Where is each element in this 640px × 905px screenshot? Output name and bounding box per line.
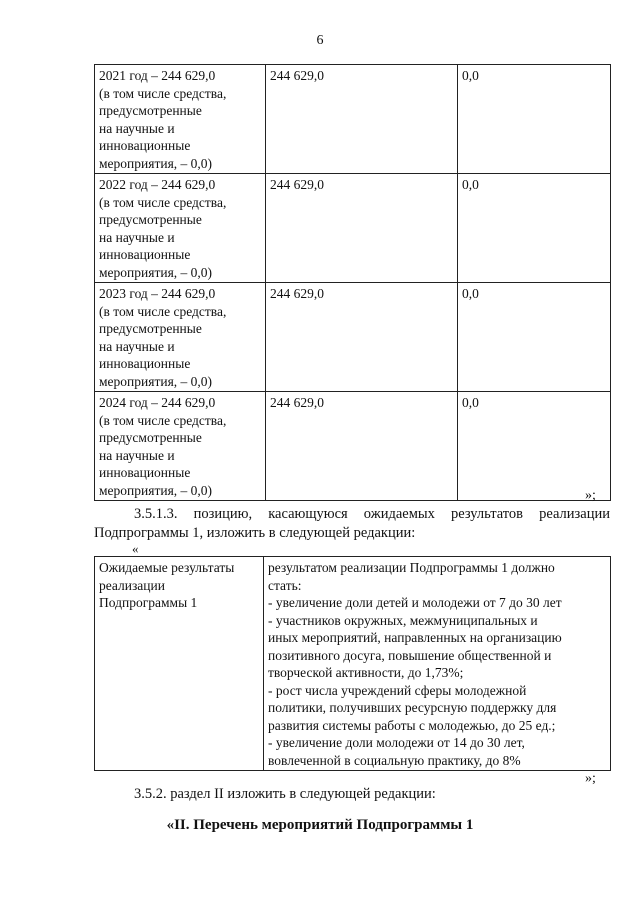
- year-line: 2022 год – 244 629,0: [99, 177, 216, 192]
- year-line: предусмотренные: [99, 321, 202, 336]
- year-cell: [95, 65, 266, 174]
- year-line: 2023 год – 244 629,0: [99, 286, 216, 301]
- closing-quote: »;: [585, 488, 596, 503]
- other-cell: 0,0: [458, 392, 611, 501]
- year-cell: [95, 174, 266, 283]
- other-cell: 0,0: [458, 283, 611, 392]
- year-line: на научные и: [99, 120, 175, 136]
- year-line: инновационные: [99, 356, 191, 371]
- year-line: на научные и: [99, 338, 175, 354]
- year-cell: [95, 392, 266, 501]
- year-line: (в том числе средства,: [99, 412, 227, 428]
- results-content-cell: [264, 557, 611, 771]
- results-line: - рост числа учреждений сферы молодежной: [268, 682, 527, 698]
- results-line: результатом реализации Подпрограммы 1 должно: [268, 560, 555, 575]
- results-line: стать:: [268, 577, 302, 593]
- year-line: предусмотренные: [99, 212, 202, 227]
- year-cell: [95, 283, 266, 392]
- results-label-line: реализации: [99, 577, 165, 593]
- year-line: (в том числе средства,: [99, 194, 227, 210]
- results-label-line: Подпрограммы 1: [99, 595, 198, 610]
- year-line: 2024 год – 244 629,0: [99, 395, 216, 410]
- funding-table: [94, 64, 611, 501]
- page-number: 6: [316, 33, 324, 48]
- results-line: творческой активности, до 1,73%;: [268, 665, 464, 680]
- table-row: [95, 392, 611, 501]
- paragraph-1-line-2: Подпрограммы 1, изложить в следующей редакции:: [94, 525, 416, 541]
- year-line: мероприятия, – 0,0): [99, 482, 213, 498]
- paragraph-2: 3.5.2. раздел II изложить в следующей редакции:: [134, 786, 436, 802]
- closing-quote: »;: [585, 771, 596, 786]
- year-line: (в том числе средства,: [99, 85, 227, 101]
- section-heading: «II. Перечень мероприятий Подпрограммы 1: [166, 817, 474, 833]
- year-line: (в том числе средства,: [99, 303, 227, 319]
- year-line: 2021 год – 244 629,0: [99, 68, 216, 83]
- paragraph-1-line-1: 3.5.1.3. позицию, касающуюся ожидаемых результатов реализации: [134, 506, 610, 522]
- year-line: на научные и: [99, 447, 175, 463]
- other-cell: 0,0: [458, 65, 611, 174]
- results-line: иных мероприятий, направленных на организацию: [268, 630, 562, 645]
- results-label-cell: [95, 557, 264, 771]
- year-line: на научные и: [99, 229, 175, 245]
- year-line: инновационные: [99, 138, 191, 153]
- other-cell: 0,0: [458, 174, 611, 283]
- amount-cell: 244 629,0: [266, 174, 458, 283]
- year-line: мероприятия, – 0,0): [99, 264, 213, 280]
- year-line: предусмотренные: [99, 103, 202, 118]
- table-row: [95, 557, 611, 771]
- results-label-line: Ожидаемые результаты: [99, 560, 235, 575]
- year-line: инновационные: [99, 247, 191, 262]
- results-line: - увеличение доли молодежи от 14 до 30 лет,: [268, 735, 525, 750]
- results-line: - участников окружных, межмуниципальных и: [268, 612, 538, 628]
- results-line: - увеличение доли детей и молодежи от 7 до 30 лет: [268, 595, 562, 610]
- amount-cell: 244 629,0: [266, 392, 458, 501]
- results-line: позитивного досуга, повышение общественной и: [268, 647, 552, 663]
- year-line: предусмотренные: [99, 430, 202, 445]
- year-line: инновационные: [99, 465, 191, 480]
- table-row: [95, 283, 611, 392]
- results-line: развития системы работы с молодежью, до 25 ед.;: [268, 717, 556, 733]
- year-line: мероприятия, – 0,0): [99, 155, 213, 171]
- table-row: [95, 174, 611, 283]
- year-line: мероприятия, – 0,0): [99, 373, 213, 389]
- results-line: вовлеченной в социальную практику, до 8%: [268, 752, 521, 768]
- results-line: политики, получивших ресурсную поддержку для: [268, 700, 557, 715]
- opening-quote: «: [132, 541, 139, 556]
- results-table: [94, 556, 611, 771]
- table-row: [95, 65, 611, 174]
- amount-cell: 244 629,0: [266, 283, 458, 392]
- amount-cell: 244 629,0: [266, 65, 458, 174]
